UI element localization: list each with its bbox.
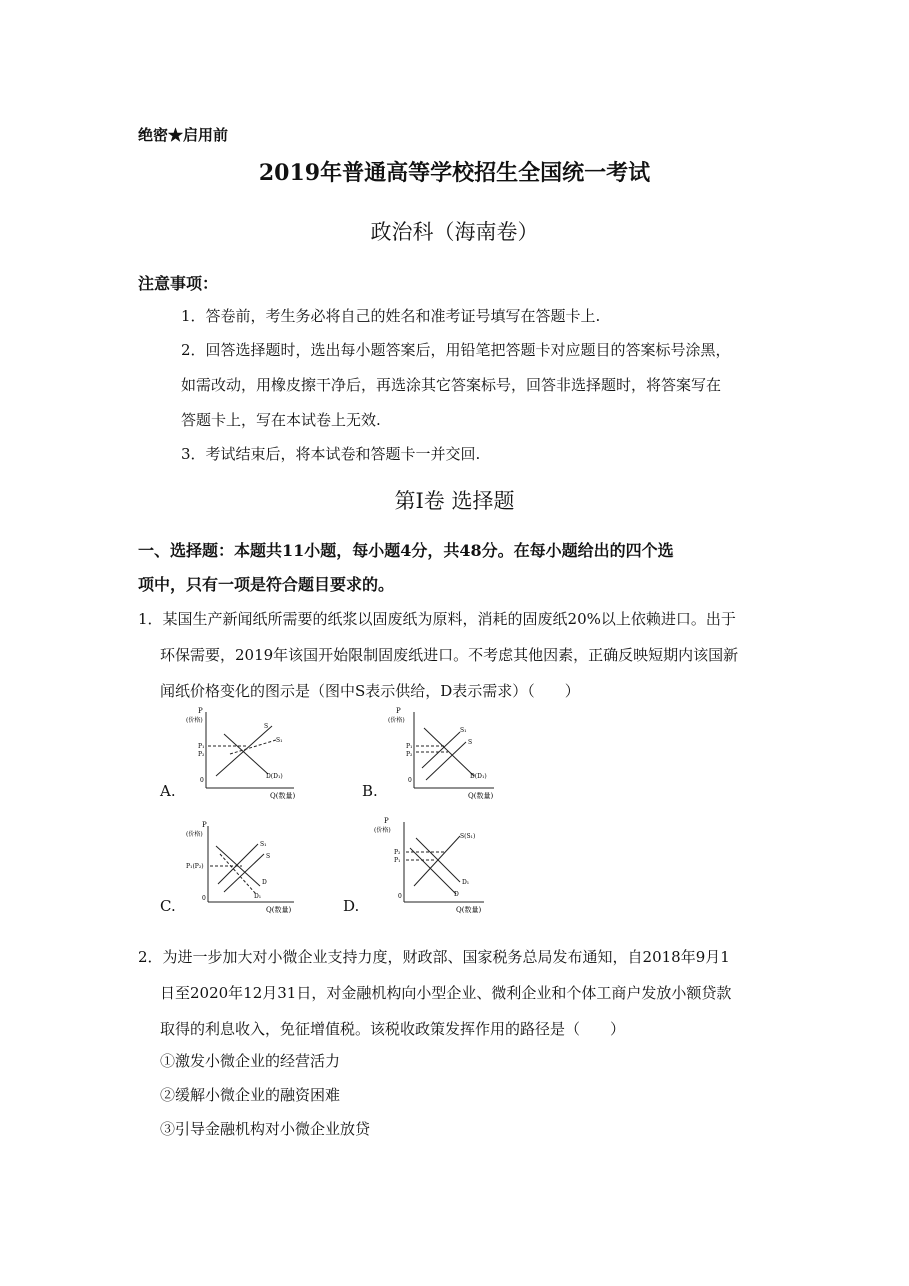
graph-option-c bbox=[172, 818, 312, 914]
exam-title: 2019年普通高等学校招生全国统一考试 bbox=[258, 160, 651, 186]
graph-a-p: P bbox=[198, 707, 203, 715]
notice-heading: 注意事项： bbox=[138, 274, 219, 293]
graph-d-label-d: D bbox=[454, 891, 459, 898]
option-d-label: D. bbox=[343, 897, 360, 915]
graph-a-label-p2: P₂ bbox=[198, 751, 205, 758]
graph-d-label-p1: P₁ bbox=[394, 857, 401, 864]
graph-d-label-p2: P₂ bbox=[394, 849, 401, 856]
q2-choice-3: ③引导金融机构对小微企业放贷 bbox=[160, 1120, 371, 1138]
graph-c-label-s1: S₁ bbox=[260, 841, 267, 848]
graph-a-punit: (价格) bbox=[186, 717, 203, 724]
graph-b-label-s1: S₁ bbox=[460, 727, 467, 734]
graph-a-label-p1: P₁ bbox=[198, 743, 205, 750]
section-intro-line2: 项中，只有一项是符合题目要求的。 bbox=[138, 575, 395, 594]
graph-b-label-d: D(D₁) bbox=[470, 773, 487, 780]
graph-d-q: Q(数量) bbox=[456, 906, 482, 914]
graph-b-q: Q(数量) bbox=[468, 792, 494, 800]
notice-item-2-cont2: 答题卡上，写在本试卷上无效. bbox=[181, 411, 381, 429]
option-a-label: A. bbox=[160, 782, 176, 800]
section-intro-line1: 一、选择题：本题共11小题，每小题4分，共48分。在每小题给出的四个选 bbox=[138, 541, 674, 560]
notice-item-2-cont: 如需改动，用橡皮擦干净后，再选涂其它答案标号，回答非选择题时，将答案写在 bbox=[181, 376, 722, 394]
graph-b-label-s: S bbox=[468, 739, 473, 746]
graph-a-origin: 0 bbox=[200, 777, 204, 784]
graph-option-d bbox=[364, 812, 504, 914]
q2-line-3: 取得的利息收入，免征增值税。该税收政策发挥作用的路径是（ ） bbox=[160, 1020, 626, 1038]
q1-line-1: 1．某国生产新闻纸所需要的纸浆以固废纸为原料，消耗的固废纸20%以上依赖进口。出于 bbox=[138, 610, 736, 628]
graph-c-p: P bbox=[202, 821, 207, 829]
notice-item-2: 2．回答选择题时，选出每小题答案后，用铅笔把答题卡对应题目的答案标号涂黑， bbox=[181, 341, 731, 359]
exam-subtitle: 政治科（海南卷） bbox=[370, 220, 539, 244]
graph-d-label-d1: D₁ bbox=[462, 879, 470, 886]
option-b-label: B. bbox=[362, 782, 378, 800]
graph-d-origin: 0 bbox=[398, 893, 402, 900]
q2-choice-2: ②缓解小微企业的融资困难 bbox=[160, 1086, 341, 1104]
graph-a-label-d: D(D₁) bbox=[266, 773, 283, 780]
q2-line-2: 日至2020年12月31日，对金融机构向小型企业、微利企业和个体工商户发放小额贷款 bbox=[160, 984, 732, 1002]
graph-b-origin: 0 bbox=[408, 777, 412, 784]
q2-line-1: 2．为进一步加大对小微企业支持力度，财政部、国家税务总局发布通知，自2018年9月1 bbox=[138, 948, 730, 966]
graph-c-label-d1: D₁ bbox=[254, 893, 262, 900]
graph-c-label-d: D bbox=[262, 879, 267, 886]
graph-b-label-p1: P₁ bbox=[406, 743, 413, 750]
notice-item-1: 1．答卷前，考生务必将自己的姓名和准考证号填写在答题卡上. bbox=[181, 307, 601, 325]
q1-line-3: 闻纸价格变化的图示是（图中S表示供给，D表示需求）（ ） bbox=[160, 682, 580, 700]
graph-d-label-s: S(S₁) bbox=[460, 833, 476, 840]
graph-c-label-p1p2: P₁(P₂) bbox=[186, 863, 204, 870]
graph-c-punit: (价格) bbox=[186, 831, 203, 838]
option-c-label: C. bbox=[160, 897, 176, 915]
graph-b-label-p2: P₂ bbox=[406, 751, 413, 758]
graph-option-a bbox=[172, 704, 312, 800]
section-title: 第Ⅰ卷 选择题 bbox=[394, 489, 515, 513]
graph-b-punit: (价格) bbox=[388, 717, 405, 724]
q2-choice-1: ①激发小微企业的经营活力 bbox=[160, 1052, 341, 1070]
graph-a-label-s1: S₁ bbox=[276, 737, 283, 744]
graph-a-q: Q(数量) bbox=[270, 792, 296, 800]
graph-b-p: P bbox=[396, 707, 401, 715]
graph-d-punit: (价格) bbox=[374, 827, 391, 834]
graph-c-origin: 0 bbox=[202, 895, 206, 902]
graph-c-q: Q(数量) bbox=[266, 906, 292, 914]
q1-line-2: 环保需要，2019年该国开始限制固废纸进口。不考虑其他因素，正确反映短期内该国新 bbox=[160, 646, 739, 664]
confidential-mark: 绝密★启用前 bbox=[138, 126, 229, 144]
notice-item-3: 3．考试结束后，将本试卷和答题卡一并交回. bbox=[181, 445, 481, 463]
graph-option-b bbox=[374, 704, 514, 800]
graph-a-label-s: S bbox=[264, 723, 269, 730]
graph-c-label-s: S bbox=[266, 853, 271, 860]
graph-d-p: P bbox=[384, 817, 389, 825]
